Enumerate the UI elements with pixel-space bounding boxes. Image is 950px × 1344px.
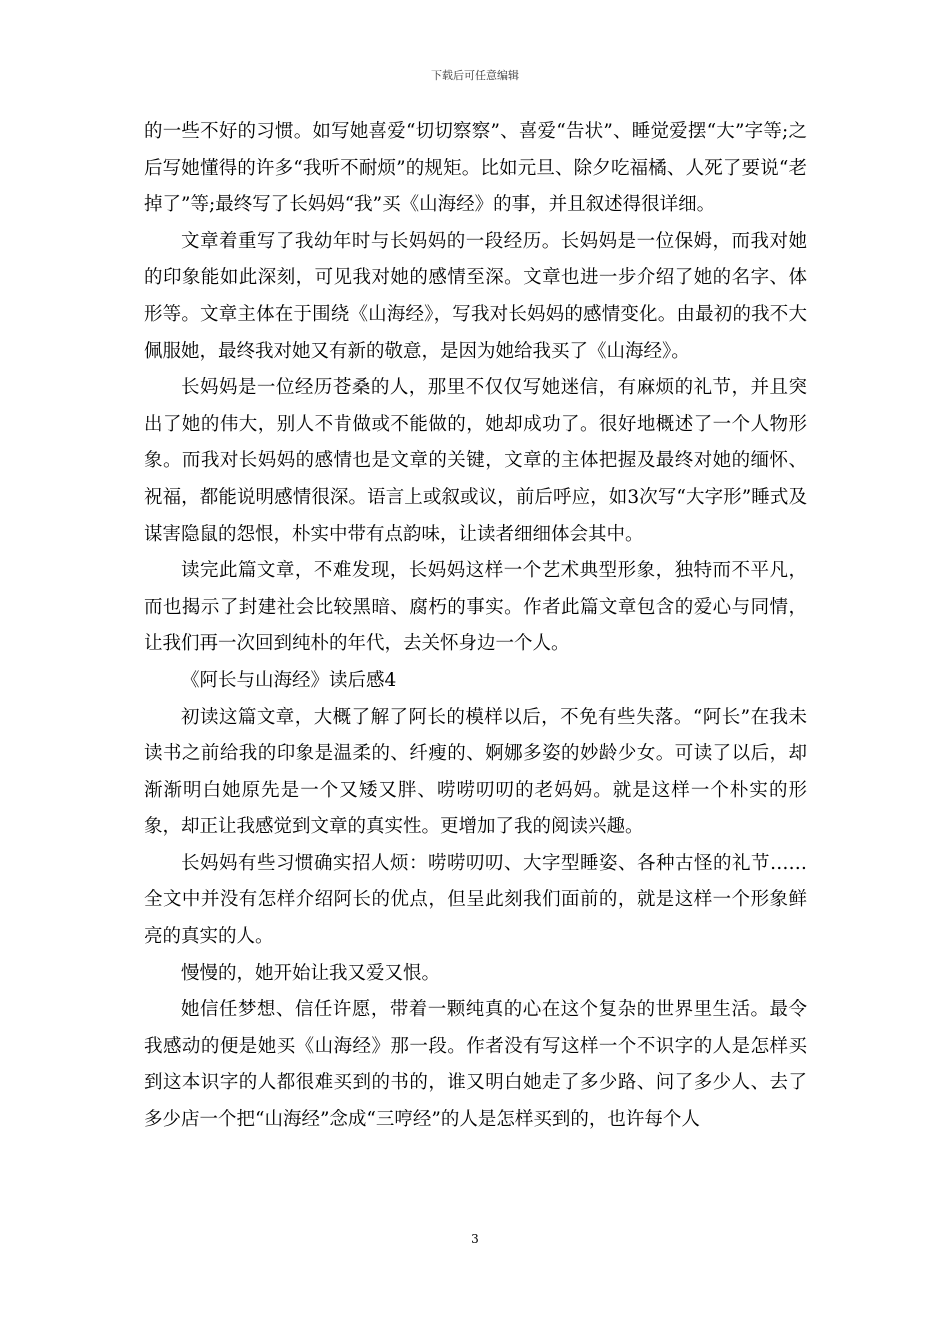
paragraph: 的一些不好的习惯。如写她喜爱“切切察察”、喜爱“告状”、睡觉爱摆“大”字等;之后写她懂得的许多“我听不耐烦”的规矩。比如元旦、除夕吃福橘、人死了要说“老掉了”等;最终写了长妈妈“我”买《山海经》的事，并且叙述得很详细。 (144, 121, 807, 216)
page-header: 下载后可任意编辑 (431, 69, 519, 82)
paragraph: 慢慢的，她开始让我又爱又恨。 (181, 962, 441, 984)
paragraph: 读完此篇文章，不难发现，长妈妈这样一个艺术典型形象，独特而不平凡，而也揭示了封建社会比较黑暗、腐朽的事实。作者此篇文章包含的爱心与同情，让我们再一次回到纯朴的年代，去关怀身边一个人。 (144, 560, 807, 655)
page-number: 3 (471, 1232, 479, 1246)
paragraph: 她信任梦想、信任许愿，带着一颗纯真的心在这个复杂的世界里生活。最令我感动的便是她买《山海经》那一段。作者没有写这样一个不识字的人是怎样买到这本识字的人都很难买到的书的，谁又明白她走了多少路、问了多少人、去了多少店一个把“山海经”念成“三哼经”的人是怎样买到的，也许每个人 (144, 999, 807, 1131)
body-text (144, 114, 807, 1139)
section-heading: 《阿长与山海经》读后感4 (181, 669, 397, 691)
paragraph: 文章着重写了我幼年时与长妈妈的一段经历。长妈妈是一位保姆，而我对她的印象能如此深刻，可见我对她的感情至深。文章也进一步介绍了她的名字、体形等。文章主体在于围绕《山海经》，写我对长妈妈的感情变化。由最初的我不大佩服她，最终我对她又有新的敬意，是因为她给我买了《山海经》。 (144, 230, 807, 362)
paragraph: 长妈妈是一位经历苍桑的人，那里不仅仅写她迷信，有麻烦的礼节，并且突出了她的伟大，别人不肯做或不能做的，她却成功了。很好地概述了一个人物形象。而我对长妈妈的感情也是文章的关键，文章的主体把握及最终对她的缅怀、祝福，都能说明感情很深。语言上或叙或议，前后呼应，如3次写“大字形”睡式及谋害隐鼠的怨恨，朴实中带有点韵味，让读者细细体会其中。 (144, 377, 807, 545)
paragraph: 长妈妈有些习惯确实招人烦：唠唠叨叨、大字型睡姿、各种古怪的礼节……全文中并没有怎样介绍阿长的优点，但呈此刻我们面前的，就是这样一个形象鲜亮的真实的人。 (144, 852, 807, 948)
paragraph: 初读这篇文章，大概了解了阿长的模样以后，不免有些失落。“阿长”在我未读书之前给我的印象是温柔的、纤瘦的、婀娜多姿的妙龄少女。可读了以后，却渐渐明白她原先是一个又矮又胖、唠唠叨叨的老妈妈。就是这样一个朴实的形象，却正让我感觉到文章的真实性。更增加了我的阅读兴趣。 (144, 706, 807, 838)
